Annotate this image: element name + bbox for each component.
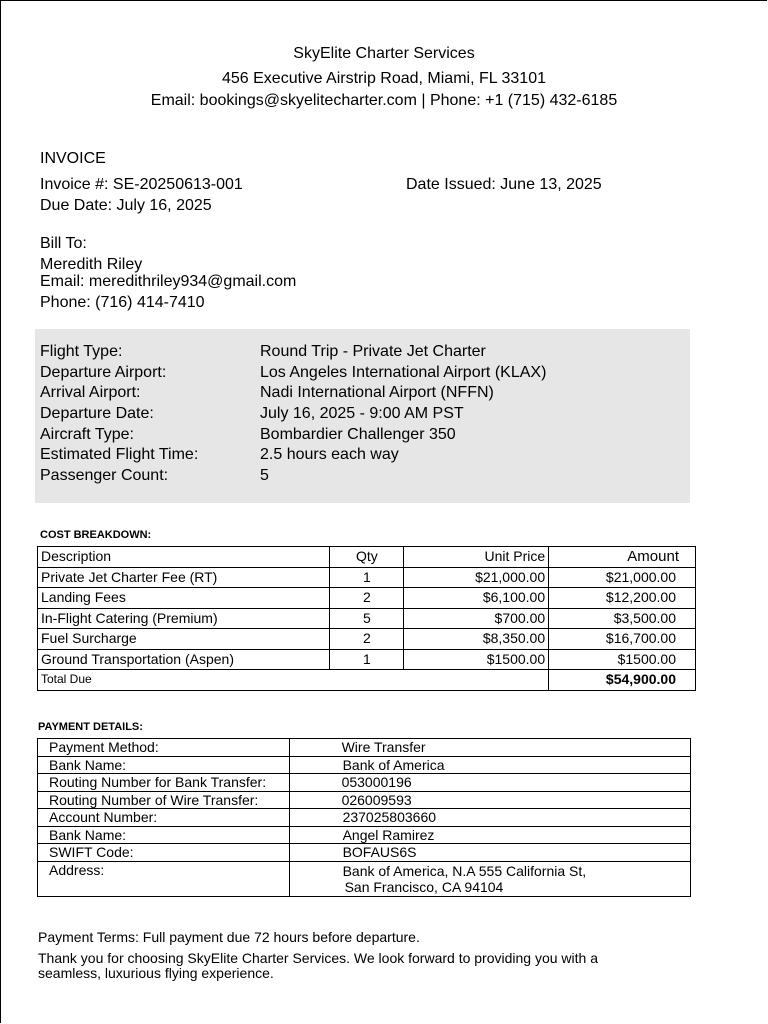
cell-amount: $1500.00 (549, 649, 696, 670)
flight-label: Passenger Count: (40, 467, 169, 484)
flight-value: July 16, 2025 - 9:00 AM PST (260, 405, 464, 422)
flight-value: 5 (260, 467, 269, 484)
payment-value: BOFAUS6S (289, 844, 690, 862)
bill-to-name: Meredith Riley (40, 256, 143, 273)
bill-to-label: Bill To: (40, 235, 87, 252)
company-name: SkyElite Charter Services (293, 45, 475, 62)
payment-label: Account Number: (38, 809, 290, 827)
table-header-row (38, 547, 696, 568)
payment-address-line1: Bank of America, N.A 555 California St, (342, 862, 587, 879)
cell-description: Ground Transportation (Aspen) (38, 649, 330, 670)
flight-value: 2.5 hours each way (260, 446, 399, 463)
payment-label: Routing Number for Bank Transfer: (38, 774, 290, 792)
cell-qty: 1 (330, 567, 404, 588)
table-row (38, 844, 691, 862)
total-due-value: $54,900.00 (549, 670, 696, 691)
payment-label: Payment Method: (38, 739, 290, 757)
table-row (38, 567, 696, 588)
table-row (38, 774, 691, 792)
cell-description: Landing Fees (38, 588, 330, 609)
table-row (38, 608, 696, 629)
cell-amount: $16,700.00 (549, 629, 696, 650)
payment-label: Routing Number of Wire Transfer: (38, 791, 290, 809)
invoice-number: Invoice #: SE-20250613-001 (40, 176, 243, 193)
flight-label: Departure Airport: (40, 364, 167, 381)
cost-breakdown-title: COST BREAKDOWN: (40, 529, 152, 541)
cell-unit-price: $6,100.00 (404, 588, 549, 609)
cell-description: Fuel Surcharge (38, 629, 330, 650)
flight-details-panel (35, 329, 690, 503)
table-row (38, 861, 691, 896)
table-row (38, 739, 691, 757)
payment-value: 237025803660 (289, 809, 690, 827)
total-row (38, 670, 696, 691)
flight-value: Nadi International Airport (NFFN) (260, 384, 494, 401)
cell-unit-price: $21,000.00 (404, 567, 549, 588)
col-header-unit-price: Unit Price (404, 547, 549, 568)
cell-qty: 2 (330, 629, 404, 650)
invoice-date-issued: Date Issued: June 13, 2025 (406, 176, 602, 193)
cell-qty: 2 (330, 588, 404, 609)
cell-amount: $3,500.00 (549, 608, 696, 629)
cost-table (37, 546, 696, 691)
table-row (38, 809, 691, 827)
thank-you-line1: Thank you for choosing SkyElite Charter Services. We look forward to providing you with a (38, 950, 598, 966)
invoice-heading: INVOICE (40, 150, 106, 167)
cell-unit-price: $700.00 (404, 608, 549, 629)
bill-to-phone: Phone: (716) 414-7410 (40, 294, 205, 311)
table-row (38, 826, 691, 844)
payment-label: Bank Name: (38, 756, 290, 774)
bill-to-email: Email: meredithriley934@gmail.com (40, 273, 297, 290)
table-row (38, 756, 691, 774)
payment-value: Bank of America (289, 756, 690, 774)
table-row (38, 588, 696, 609)
payment-terms: Payment Terms: Full payment due 72 hours before departure. (38, 929, 420, 945)
payment-value: 053000196 (289, 774, 690, 792)
company-contact: Email: bookings@skyelitecharter.com | Phone: +1 (715) 432-6185 (150, 92, 618, 109)
payment-address-line2: San Francisco, CA 94104 (344, 878, 504, 895)
payment-value: 026009593 (289, 791, 690, 809)
cell-description: In-Flight Catering (Premium) (38, 608, 330, 629)
payment-label: Bank Name: (38, 826, 290, 844)
cell-qty: 5 (330, 608, 404, 629)
flight-value: Bombardier Challenger 350 (260, 426, 456, 443)
col-header-description: Description (38, 547, 330, 568)
col-header-amount: Amount (549, 547, 696, 568)
payment-details-title: PAYMENT DETAILS: (38, 721, 143, 733)
payment-address-cell (289, 861, 690, 896)
table-row (38, 629, 696, 650)
flight-value: Round Trip - Private Jet Charter (260, 343, 486, 360)
cell-amount: $12,200.00 (549, 588, 696, 609)
cell-qty: 1 (330, 649, 404, 670)
flight-label: Estimated Flight Time: (40, 446, 199, 463)
flight-label: Arrival Airport: (40, 384, 141, 401)
flight-label: Aircraft Type: (40, 426, 134, 443)
thank-you-line2: seamless, luxurious flying experience. (38, 965, 274, 981)
flight-label: Flight Type: (40, 343, 123, 360)
payment-table (37, 738, 691, 897)
company-address: 456 Executive Airstrip Road, Miami, FL 33101 (221, 70, 546, 87)
col-header-qty: Qty (330, 547, 404, 568)
payment-value: Angel Ramirez (289, 826, 690, 844)
invoice-due-date: Due Date: July 16, 2025 (40, 197, 212, 214)
payment-label: SWIFT Code: (38, 844, 290, 862)
flight-label: Departure Date: (40, 405, 154, 422)
payment-label: Address: (38, 861, 290, 896)
cell-unit-price: $8,350.00 (404, 629, 549, 650)
flight-value: Los Angeles International Airport (KLAX) (260, 364, 547, 381)
table-row (38, 791, 691, 809)
payment-value: Wire Transfer (289, 739, 690, 757)
cell-unit-price: $1500.00 (404, 649, 549, 670)
table-row (38, 649, 696, 670)
cell-amount: $21,000.00 (549, 567, 696, 588)
cell-description: Private Jet Charter Fee (RT) (38, 567, 330, 588)
total-due-label: Total Due (38, 670, 549, 691)
